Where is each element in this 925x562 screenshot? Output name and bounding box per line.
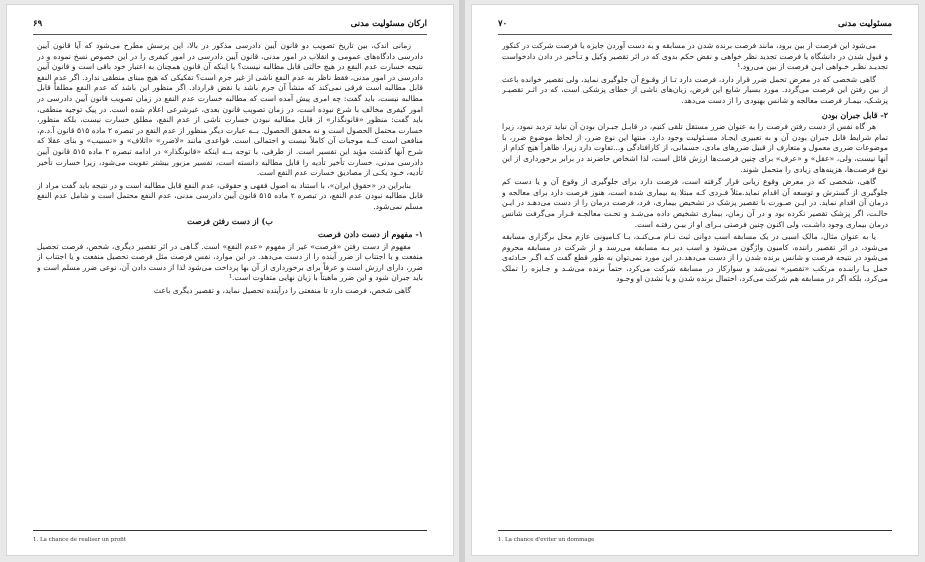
right-running-title: مسئولیت مدنی	[837, 19, 892, 29]
paragraph: گاهی، شخصی که در معرض وقوع زیانی قرار گرفته است، فرصت دارد برای جلوگیری از وقوع آن و یا دست کم جلوگیری از گسترش و توسعه آن اقدام نماید.مثلاً فـردی کـه مبتلا به بیماری شده است، هنوز فرصت دارد برای معالجه و درمان آن اقدام نماید. در ایـن صـورت با تقصیر پزشک در تشخیص بیماری، فرد، فرصت درمان را از دست می‌دهـد در ایـن حالـت، اگر پزشک تقصیر نکرده بود و در آن زمان، بیماری تشخیص داده می‌شـد و تحـت معالجـه قـرار می‌گرفت شانس درمان بیماری وجود داشـت، ولی اکنون چنین فرصتی بـرای او از بیـن رفتـه است.	[502, 177, 888, 229]
left-page-header	[33, 19, 427, 33]
paragraph: گاهی شخصی که در معرض تحمل ضرر قرار دارد، فرصت دارد تـا از وقـوع آن جلوگیری نماید، ولی تقصیر خوانده باعث از بین رفتن این فرصت می‌گردد. مورد بسیار شایع این فرض، زیان‌های ناشی از خطای پزشکی است، که در اثـر تقصیـر پزشـک، بیمـار فرصت معالجه و شانس بهبودی را از دست می‌دهد.	[502, 74, 888, 105]
left-running-title: ارکان مسئولیت مدنی	[350, 19, 427, 29]
paragraph: هر گاه نفس از دست رفتن فرصت را به عنوان ضرر مستقل تلقی کنیم، در قابـل جبـران بودن آن نباید تردید نمود، زیرا تمام شرایط قابل جبران بودن آن و به تعبیری ایجـاد مسـئولیت وجود دارد. منتها این نوع ضرر، از لحاظ موضوع ضرر، با موضوعات ضرری معمول و متعارف از قبیل ضررهای مادی، جسمانی، از کارافتادگی و...تفاوت دارد زیرا، ظاهراً هیچ کدام از آنها نیست، ولی، «عقل» و «عرف» برای چنین فرصت‌ها ارزش قائل است، لذا اشخاص حاضرند در برابر برخورداری از این نوع فرصت‌ها، هزینه‌های زیادی را متحمل شوند.	[502, 122, 888, 174]
right-page-header	[498, 19, 892, 33]
left-header-rule	[33, 34, 427, 35]
paragraph: گاهی شخص، فرصت دارد تا منفعتی را درآینده تحصیل نماید، و تقصیر دیگری باعث	[153, 286, 411, 296]
paragraph: یا به عنوان مثال، مالک اسبی در یک مسابقه اسب دوانی ثبت نـام مـی‌کنـد، بـا کـامیونی عازم محل برگزاری مسابقه می‌شود، در اثر تقصیر راننده، کامیون واژگون می‌شود و اسب دیر بـه مسابقه می‌رسد و از شرکت در مسابقه محروم می‌شود در نتیجه فرصت و شانس برنده شدن را از دست می‌دهد.در این مورد نمی‌توان به طور قطع گفت کـه اگـر حـادثه‌ی حمل یـا راننـده مرتکب «تقصیر» نمی‌شد و سوارکار در مسابقه شرکت می‌کرد، حتماً برنده می‌شـد و جـایزه را تملک می‌کرد، بلکه اگر در مسابقه هم شرکت می‌کرد، احتمال برنده شدن و یا نشدن او وجـود	[502, 232, 888, 284]
left-footnote: 1. La chance de realiser un profit	[33, 537, 127, 543]
paragraph: بنابراین در «حقوق ایران»، با استناد به اصول فقهی و حقوقی، عدم النفع قابل مطالبه است و در نتیجه باید گفت مراد از قابل مطالبه نبودن عدم النفع، در تبصره ۲ ماده ۵۱۵ قانون آیین دادرسی مدنی، عدم النفع محتمل است و شامل عدم النفع مسلم نمی‌شود.	[37, 180, 423, 211]
right-footnote-rule	[498, 530, 892, 531]
right-page	[471, 4, 919, 556]
paragraph: مفهوم از دست رفتن «فرصت» غیر از مفهوم «عدم النفع» است. گـاهی در اثر تقصیر دیگری، شخص، فرصت تحصیل منفعت و یا اجتناب از ضرر آینده را از دست می‌دهد. در این موارد، نفس فرصت مثل فرصت تحصیل منفعت و یا اجتناب از ضرر، دارای ارزش است و عرفاً برای برخورداری از آن بها پرداخت می‌شود لذا از دست دادن آن، نوعی ضرر مسلم است و باید جبران شود و این ضرر ماهیتاً با زیان نهایی متفاوت است.¹	[37, 241, 423, 283]
right-page-body	[502, 41, 888, 527]
section-heading: ب) از دست رفتن فرصت	[187, 215, 273, 226]
right-header-rule	[498, 34, 892, 35]
left-page-body	[37, 41, 423, 527]
right-footnote: 1. La chance d'eviter un dommage	[498, 537, 595, 543]
left-footnote-rule	[33, 530, 427, 531]
subsection-heading: ۱- مفهوم از دست دادن فرصت	[318, 229, 423, 240]
paragraph: می‌شود این فرصت از بین برود، مانند فرصت برنده شدن در مسابقه و به دست آوردن جایزه یا فرصت شرکت در کنکور و قبول شدن در دانشگاه یا فرصت تجدید نظر خواهی و نقض حکم بدوی که در اثر تقصیر وکیل و تـأخیر در دادن دادخواست تجدیـد نظـر خـواهی ایـن فرصت از بین می‌رود.¹	[502, 41, 888, 72]
paragraph: زمانی اندک، بین تاریخ تصویب دو قانون آیین دادرسی مذکور در بالا، این پرسش مطرح می‌شود که آیا قانون آیین دادرسی دادگاه‌های عمومی و انقلاب در امور مدنی، قانون آیین دادرسی در امور کیفری را در این خصوص نسخ نموده و در نتیجه خسارت عدم النفع در هیچ حالتی قابل مطالبه نیست؟ یا اینکه آن قانون همچنان به اعتبار خود باقی است و قانون آیین دادرسی در امور مدنی، فقط ناظر به عدم النفع ناشی از غیر جرم است؟ تفکیکی که هیچ مبنای منطقی ندارد. اگر عدم النفع قابل مطالبه است فرقی نمی‌کند که منشأ آن جرم باشد یا نقض قرارداد. اگر منظور این باشد که عدم النفع مطلقاً قابل مطالبه نیست، باید گفت: چه امری پیش آمده است که مطالبه خسارت عدم النفع در زمان تصویب قانون آیین دادرسی در امور کیفری مخالف با شرع نبوده است، در زمان تصویب قانون بعدی، غیرشرعی اعلام شده است. در پیک توجیه منطقی، باید گفت: منظور «قانونگذار» از قابل مطالبه نبودن خسارت ناشی از عدم النفع، مطلق خسارت نیست، بلکه منظور، خسارت محتمل الحصول است و نه محقق الحصول. بــه عبارت دیگر منظور از عدم النفع در تبصره ۲ ماده ۵۱۵ قانون آ.د.م، منافعی است کــه موجبات آن کاملاً نیست و احتمالی است. قواعدی مانند «لاضرر» «اتلاف» و «تسبیب» و بنای عقلا که شرح آنها گذشت مؤید این تفسیر است. از طرفی، با توجه بــه اینکه «قانونگذار» در ادامه تبصره ۲ ماده ۵۱۵ قانون آیین دادرسی مدنی، خسارت تأخیر تأدیه را قابل مطالبه دانسته است، تفسیر مزبور بیشتر تقویت می‌شود، زیرا خسارت تأخیر تأدیه، خـود یکـی از مصادیق خسارت عدم النفع است.	[37, 41, 423, 178]
left-page-number: ۶۹	[33, 19, 43, 29]
book-gutter	[459, 0, 465, 562]
subsection-heading: ۲- قابل جبران بودن	[821, 109, 888, 120]
left-page	[6, 4, 454, 556]
right-page-number: ۷۰	[498, 19, 508, 29]
